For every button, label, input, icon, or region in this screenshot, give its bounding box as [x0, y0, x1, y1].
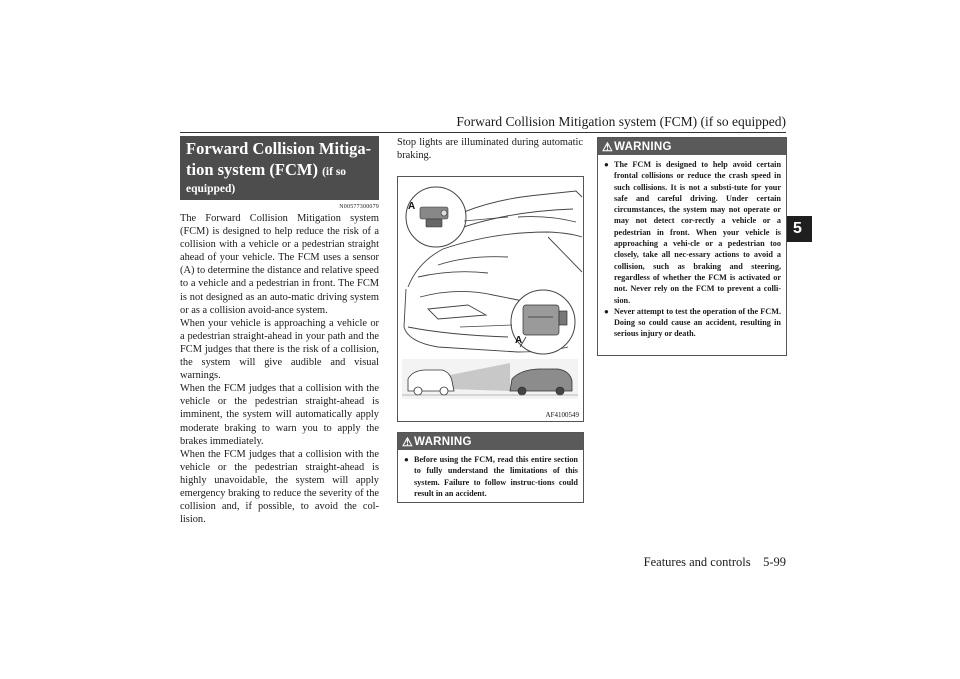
- header-rule: [180, 132, 786, 133]
- bullet-icon: ●: [604, 306, 609, 316]
- body-paragraph: The Forward Collision Mitigation system (FCM) is designed to help reduce the risk of a collision with a vehicle or a pedestrian straight ahead of your vehicle. The FCM uses a sensor (A) to determine the distance and relative speed to a vehicle and a pedestrian in front. The FCM is not designed as an auto-matic driving system or as a collision avoid-ance system.: [180, 213, 379, 316]
- warning-item: [604, 159, 781, 306]
- section-title-box: [180, 136, 379, 200]
- warning-item: [604, 306, 781, 340]
- warning-header-2: [598, 138, 786, 155]
- warning-item-text: Before using the FCM, read this entire section to fully understand the limitations of this system. Failure to follow instruc-tions could result in an accident.: [414, 455, 578, 498]
- footer-page-number: 5-99: [763, 555, 786, 569]
- section-title-line3: equipped): [186, 183, 236, 195]
- warning-item-text: Never attempt to test the operation of the FCM. Doing so could cause an accident, resulting in serious injury or death.: [614, 306, 781, 339]
- warning-triangle-icon: ⚠: [602, 139, 614, 154]
- running-header-title: Forward Collision Mitigation system (FCM) (if so equipped): [456, 114, 786, 129]
- warning-triangle-icon: ⚠: [402, 434, 414, 449]
- page-footer: [560, 555, 786, 570]
- body-text-column: [180, 212, 379, 526]
- footer-section-name: Features and controls: [643, 555, 751, 569]
- label-a-bottom: A: [515, 335, 523, 346]
- warning-box-2: [597, 137, 787, 356]
- warning-heading-text: WARNING: [614, 140, 672, 153]
- section-title-line1: Forward Collision Mitiga-: [186, 139, 372, 158]
- fcm-sensor-illustration: [397, 176, 584, 422]
- bullet-icon: ●: [404, 455, 409, 464]
- car-sensor-drawing: [398, 177, 583, 421]
- document-id: N00577300079: [339, 204, 379, 210]
- chapter-tab: 5: [783, 216, 812, 242]
- warning-heading-text: WARNING: [414, 435, 472, 448]
- figure-id: AF4100549: [545, 411, 579, 419]
- body-paragraph: When your vehicle is approaching a vehicle or a pedestrian straight-ahead in your path and the FCM judges that there is the risk of a collision, the system will give audible and visual warnings.: [180, 317, 379, 382]
- bullet-icon: ●: [604, 160, 609, 169]
- section-title-suffix: (if so: [322, 166, 347, 178]
- section-title-main: tion system (FCM): [186, 160, 318, 179]
- body-paragraph: When the FCM judges that a collision with the vehicle or the pedestrian straight-ahead is imminent, the system will automatically apply moderate braking to warn you to apply the brakes immediately.: [180, 383, 379, 447]
- warning-header-1: [398, 433, 583, 450]
- section-title-line2: [186, 159, 373, 183]
- stop-lights-text: Stop lights are illuminated during automatic braking.: [397, 137, 583, 162]
- warning-body-1: [398, 450, 583, 504]
- warning-box-1: [397, 432, 584, 503]
- warning-item: [404, 454, 578, 499]
- body-paragraph: When the FCM judges that a collision with the vehicle or the pedestrian straight-ahead is highly unavoidable, the system will apply emergency braking to reduce the severity of the collision and, if possible, to avoid the col-lision.: [180, 448, 379, 526]
- warning-item-text: The FCM is designed to help avoid certain frontal collisions or reduce the crash speed in such collisions. It is not a substi-tute for your safe and careful driving. Under certain circumstances, the system may not operate or may not detect cor-rectly a vehicle or a pedestrian in front. When your vehicle is approaching a vehi-cle or a pedestrian too closely, take all nec-essary actions to avoid a collision, such as braking and steering, regardless of whether the FCM is activated or not. Never rely on the FCM to prevent a colli-sion.: [614, 160, 781, 305]
- label-a-top: A: [408, 201, 416, 212]
- warning-body-2: [598, 155, 786, 345]
